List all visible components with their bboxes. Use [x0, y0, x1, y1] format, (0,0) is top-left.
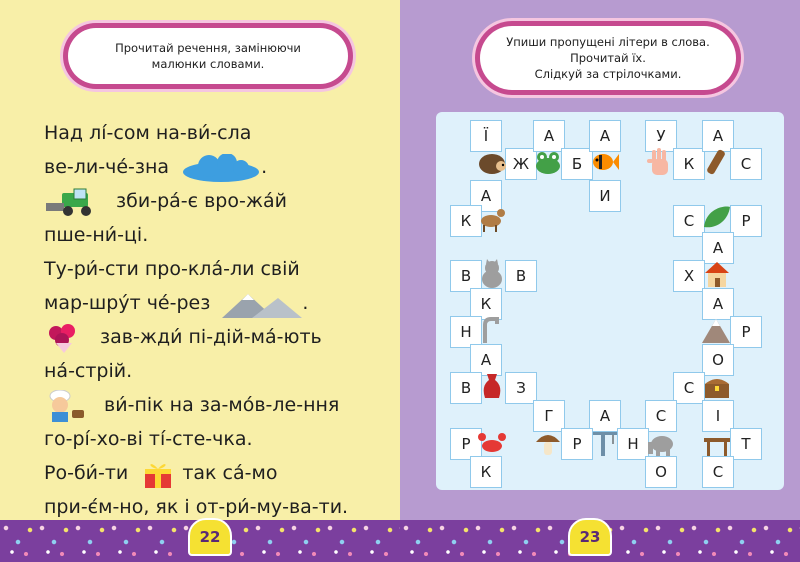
- puzzle-letter-cell: И: [589, 180, 621, 212]
- story-line: [44, 184, 384, 218]
- puzzle-letter-cell: І: [702, 400, 734, 432]
- crane-icon: [589, 428, 619, 458]
- story-line: [44, 252, 384, 286]
- story-text-segment: зби-ра́-є вро-жа́й: [116, 190, 287, 212]
- story-text-segment: Над лі́-сом на-ви́-сла: [44, 122, 252, 144]
- fish-icon: [589, 148, 619, 176]
- leaf-icon: [702, 203, 732, 231]
- puzzle-letter-cell: С: [673, 205, 705, 237]
- story-text-segment: Ро-би́-ти: [44, 462, 129, 484]
- hedgehog-icon: [477, 148, 507, 176]
- puzzle-letter-cell: З: [505, 372, 537, 404]
- puzzle-letter-cell: А: [702, 288, 734, 320]
- story-line: [44, 286, 384, 320]
- page-number-left: 22: [188, 518, 232, 556]
- right-instruction-bubble: [480, 26, 736, 90]
- vase-icon: [477, 372, 507, 402]
- right-instruction-line-3: Слідкуй за стрілочками.: [534, 67, 682, 81]
- puzzle-letter-cell: Р: [730, 316, 762, 348]
- puzzle-letter-cell: Р: [450, 428, 482, 460]
- story-text: [44, 116, 384, 524]
- puzzle-letter-cell: С: [702, 456, 734, 488]
- puzzle-letter-cell: А: [589, 120, 621, 152]
- story-text-segment: .: [261, 156, 268, 178]
- story-line: [44, 116, 384, 150]
- puzzle-letter-cell: Х: [673, 260, 705, 292]
- right-instruction-line-1: Упиши пропущені літери в слова.: [506, 35, 710, 49]
- story-line: [44, 218, 384, 252]
- story-line: [44, 456, 384, 490]
- puzzle-letter-cell: К: [470, 456, 502, 488]
- frog-icon: [533, 148, 563, 176]
- puzzle-letter-cell: У: [645, 120, 677, 152]
- mountains-icon: [222, 290, 302, 318]
- gift-icon: [142, 459, 174, 489]
- flowers-icon: [44, 323, 84, 353]
- story-text-segment: мар-шру́т че́-рез: [44, 292, 211, 314]
- story-line: [44, 388, 384, 422]
- faucet-icon: [477, 315, 507, 345]
- puzzle-letter-cell: О: [645, 456, 677, 488]
- puzzle-letter-cell: К: [450, 205, 482, 237]
- goat-icon: [477, 205, 507, 233]
- story-line: [44, 422, 384, 456]
- story-line: [44, 354, 384, 388]
- story-text-segment: так са́-мо: [182, 462, 278, 484]
- puzzle-letter-cell: А: [470, 180, 502, 212]
- puzzle-letter-cell: С: [673, 372, 705, 404]
- puzzle-letter-cell: Р: [730, 205, 762, 237]
- crab-icon: [477, 428, 507, 458]
- cloud-icon: [181, 154, 261, 182]
- mountain-icon: [702, 315, 732, 345]
- story-text-segment: пше-ни́-ці.: [44, 224, 149, 246]
- puzzle-letter-cell: Т: [730, 428, 762, 460]
- story-text-segment: на́-стрій.: [44, 360, 133, 382]
- mushroom-icon: [533, 428, 563, 458]
- puzzle-letter-cell: Р: [561, 428, 593, 460]
- puzzle-letter-cell: С: [645, 400, 677, 432]
- puzzle-letter-cell: А: [702, 232, 734, 264]
- puzzle-letter-cell: А: [702, 120, 734, 152]
- elephant-icon: [646, 428, 676, 458]
- puzzle-letter-cell: Б: [561, 148, 593, 180]
- puzzle-letter-cell: К: [673, 148, 705, 180]
- puzzle-letter-cell: Н: [617, 428, 649, 460]
- puzzle-letter-cell: А: [470, 344, 502, 376]
- puzzle-letter-cell: А: [589, 400, 621, 432]
- left-instruction-bubble: [68, 28, 348, 84]
- story-text-segment: .: [302, 292, 309, 314]
- puzzle-letter-cell: О: [702, 344, 734, 376]
- puzzle-letter-cell: А: [533, 120, 565, 152]
- story-text-segment: го-рі́-хо-ві ті́-сте-чка.: [44, 428, 253, 450]
- puzzle-letter-cell: В: [450, 372, 482, 404]
- page-number-right: 23: [568, 518, 612, 556]
- harvester-icon: [44, 187, 104, 217]
- left-instruction-line-1: Прочитай речення, замінюючи: [115, 41, 301, 55]
- story-line: [44, 150, 384, 184]
- puzzle-letter-cell: Ї: [470, 120, 502, 152]
- puzzle-letter-cell: Н: [450, 316, 482, 348]
- puzzle-letter-cell: В: [450, 260, 482, 292]
- story-text-segment: зав-жди́ пі-дій-ма́-ють: [100, 326, 322, 348]
- chef-icon: [44, 390, 86, 422]
- house-icon: [702, 259, 732, 289]
- table-icon: [702, 428, 732, 458]
- puzzle-letter-cell: В: [505, 260, 537, 292]
- puzzle-letter-cell: С: [730, 148, 762, 180]
- puzzle-letter-cell: К: [470, 288, 502, 320]
- hand-icon: [646, 147, 674, 177]
- left-instruction-line-2: малюнки словами.: [151, 57, 265, 71]
- puzzle-letter-cell: Г: [533, 400, 565, 432]
- puzzle-letter-cell: Ж: [505, 148, 537, 180]
- story-text-segment: ви́-пік на за-мо́в-ле-ння: [104, 394, 340, 416]
- story-text-segment: Ту-ри́-сти про-кла́-ли свій: [44, 258, 300, 280]
- chest-icon: [702, 372, 732, 402]
- cat-icon: [477, 259, 507, 289]
- story-line: [44, 320, 384, 354]
- right-instruction-line-2: Прочитай їх.: [570, 51, 646, 65]
- story-text-segment: при-є́м-но, як і от-ри́-му-ва-ти.: [44, 496, 349, 518]
- doll-icon: [702, 147, 730, 177]
- story-text-segment: ве-ли-че́-зна: [44, 156, 170, 178]
